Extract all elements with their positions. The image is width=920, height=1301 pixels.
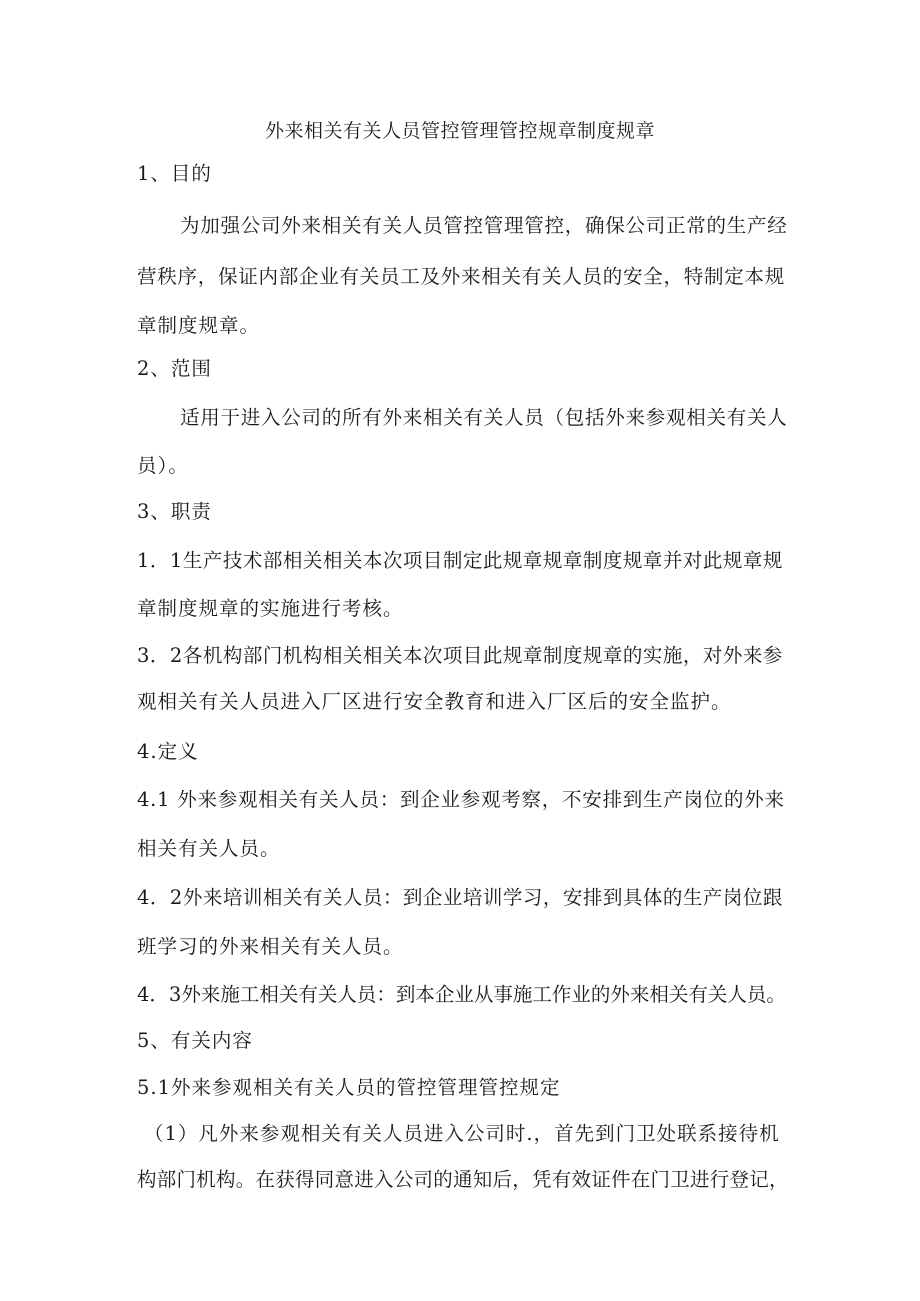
section-heading-duties: 3、职责 xyxy=(137,500,212,523)
paragraph-line: 构部门机构。在获得同意进入公司的通知后，凭有效证件在门卫进行登记， xyxy=(137,1168,789,1191)
paragraph-line: （1）凡外来参观相关有关人员进入公司时.，首先到门卫处联系接待机 xyxy=(144,1122,780,1145)
document-title: 外来相关有关人员管控管理管控规章制度规章 xyxy=(264,120,655,142)
paragraph-line: 适用于进入公司的所有外来相关有关人员（包括外来参观相关有关人 xyxy=(180,406,788,429)
section-heading-scope: 2、范围 xyxy=(137,357,212,380)
section-heading-purpose: 1、目的 xyxy=(137,162,212,185)
subsection-heading: 5.1外来参观相关有关人员的管控管理管控规定 xyxy=(137,1076,561,1099)
paragraph-line: 营秩序，保证内部企业有关员工及外来相关有关人员的安全，特制定本规 xyxy=(137,265,786,288)
paragraph-line: 4．2外来培训相关有关人员：到企业培训学习，安排到具体的生产岗位跟 xyxy=(137,886,783,909)
paragraph-line: 班学习的外来相关有关人员。 xyxy=(137,935,404,958)
paragraph-line: 为加强公司外来相关有关人员管控管理管控，确保公司正常的生产经 xyxy=(180,214,788,237)
section-heading-content: 5、有关内容 xyxy=(137,1029,253,1052)
paragraph-line: 相关有关人员。 xyxy=(137,837,281,860)
paragraph-line: 4．3外来施工相关有关人员：到本企业从事施工作业的外来相关有关人员。 xyxy=(137,983,786,1006)
section-heading-definitions: 4.定义 xyxy=(137,740,199,763)
paragraph-line: 1．1生产技术部相关相关本次项目制定此规章规章制度规章并对此规章规 xyxy=(137,549,783,572)
paragraph-line: 章制度规章。 xyxy=(137,314,261,337)
paragraph-line: 观相关有关人员进入厂区进行安全教育和进入厂区后的安全监护。 xyxy=(137,690,732,713)
paragraph-line: 3．2各机构部门机构相关相关本次项目此规章制度规章的实施，对外来参 xyxy=(137,644,783,667)
paragraph-line: 章制度规章的实施进行考核。 xyxy=(137,597,404,620)
paragraph-line: 4.1 外来参观相关有关人员：到企业参观考察，不安排到生产岗位的外来 xyxy=(137,788,785,811)
paragraph-line: 员）。 xyxy=(137,454,189,477)
